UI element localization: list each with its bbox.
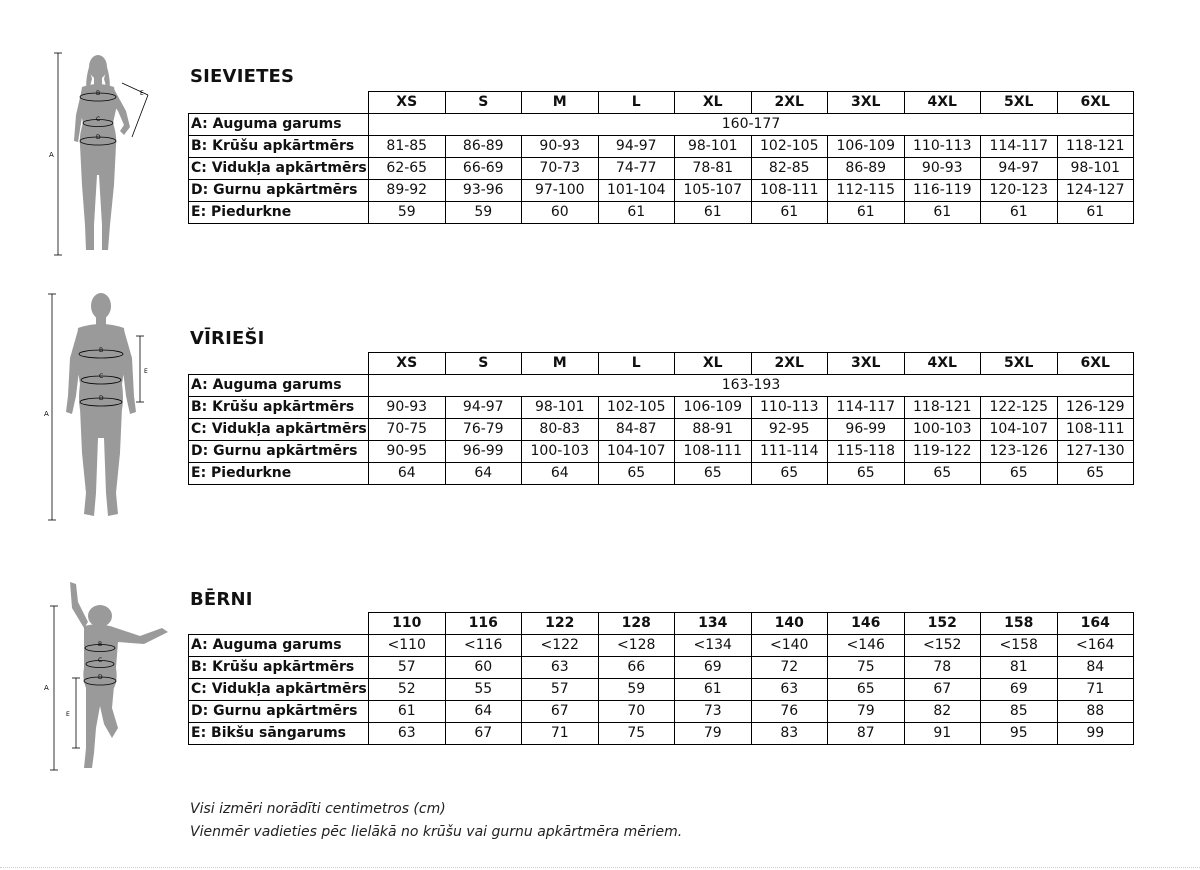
man-figure-label-d: D [99,395,104,402]
table-cell: 90-93 [522,136,599,158]
table-cell: 90-95 [369,441,446,463]
table-cell: 102-105 [751,136,828,158]
size-header-cell: M [522,353,599,375]
table-cell: 59 [598,679,675,701]
table-cell: 74-77 [598,158,675,180]
table-cell: 55 [445,679,522,701]
table-cell: 80-83 [522,419,599,441]
size-header-cell: 116 [445,613,522,635]
size-header-cell: 5XL [981,353,1058,375]
table-cell: 64 [445,463,522,485]
table-cell: 98-101 [675,136,752,158]
table-row [189,635,1134,657]
table-row [189,723,1134,745]
men-size-header-row [189,353,1134,375]
table-cell: 94-97 [981,158,1058,180]
size-header-cell: 2XL [751,353,828,375]
table-cell: 76 [751,701,828,723]
table-cell: 52 [369,679,446,701]
men-size-table [188,352,1134,485]
row-label: B: Krūšu apkārtmērs [189,397,369,419]
table-cell: 82-85 [751,158,828,180]
kids-size-header-row [189,613,1134,635]
table-cell: 120-123 [981,180,1058,202]
size-header-cell: 146 [828,613,905,635]
woman-figure-label-b: B [96,90,101,97]
table-row [189,679,1134,701]
table-cell: 93-96 [445,180,522,202]
size-header-cell: 110 [369,613,446,635]
table-cell: 98-101 [522,397,599,419]
table-cell: 98-101 [1057,158,1134,180]
table-cell: 86-89 [445,136,522,158]
header-empty-cell [189,613,369,635]
women-size-table [188,91,1134,224]
table-cell: 111-114 [751,441,828,463]
table-cell: 59 [369,202,446,224]
row-label: A: Auguma garums [189,635,369,657]
size-header-cell: 6XL [1057,92,1134,114]
table-cell: 110-113 [751,397,828,419]
row-label: E: Piedurkne [189,463,369,485]
table-cell: 71 [1057,679,1134,701]
woman-silhouette-figure [40,45,170,260]
header-empty-cell [189,92,369,114]
size-header-cell: L [598,353,675,375]
size-header-cell: 128 [598,613,675,635]
table-cell: 91 [904,723,981,745]
table-cell: 61 [675,202,752,224]
table-cell: 61 [751,202,828,224]
table-cell: 79 [828,701,905,723]
footnotes [190,798,682,844]
table-cell: 94-97 [445,397,522,419]
table-row [189,375,1134,397]
child-silhouette-figure [40,578,180,778]
table-cell: 73 [675,701,752,723]
table-cell: <164 [1057,635,1134,657]
child-figure-label-d: D [98,674,103,681]
table-cell: 61 [828,202,905,224]
table-cell: 57 [369,657,446,679]
table-row [189,657,1134,679]
size-header-cell: 3XL [828,92,905,114]
size-header-cell: XS [369,92,446,114]
table-cell: 75 [598,723,675,745]
table-cell: 124-127 [1057,180,1134,202]
size-header-cell: S [445,353,522,375]
table-cell: 61 [981,202,1058,224]
size-header-cell: 158 [981,613,1058,635]
table-cell: 90-93 [369,397,446,419]
table-cell: 106-109 [828,136,905,158]
size-header-cell: 122 [522,613,599,635]
row-label: C: Vidukļa apkārtmērs [189,419,369,441]
table-cell: 66 [598,657,675,679]
table-row [189,202,1134,224]
size-header-cell: 134 [675,613,752,635]
table-cell: 87 [828,723,905,745]
table-cell: 78 [904,657,981,679]
table-cell: 84-87 [598,419,675,441]
table-cell: 65 [675,463,752,485]
size-header-cell: S [445,92,522,114]
table-cell: 118-121 [1057,136,1134,158]
child-figure-label-c: C [98,657,103,664]
table-cell: 69 [675,657,752,679]
table-cell: 64 [369,463,446,485]
table-cell: 63 [522,657,599,679]
table-cell: 60 [522,202,599,224]
kids-title: BĒRNI [190,589,253,610]
table-cell: 84 [1057,657,1134,679]
table-cell: 122-125 [981,397,1058,419]
table-cell: <116 [445,635,522,657]
table-cell: 104-107 [598,441,675,463]
table-cell: 67 [904,679,981,701]
table-cell: 116-119 [904,180,981,202]
header-empty-cell [189,353,369,375]
note-guidance: Vienmēr vadieties pēc lielākā no krūšu vai gurnu apkārtmēra mēriem. [190,824,683,840]
man-silhouette-figure [40,288,170,523]
row-label: D: Gurnu apkārtmērs [189,441,369,463]
child-figure-label-b: B [98,641,103,648]
table-cell: 92-95 [751,419,828,441]
child-silhouette-icon [40,578,180,778]
table-cell: 65 [904,463,981,485]
woman-figure-label-c: C [96,116,101,123]
row-label: B: Krūšu apkārtmērs [189,657,369,679]
table-cell: <140 [751,635,828,657]
height-range-cell: 160-177 [369,114,1134,136]
table-cell: 70-73 [522,158,599,180]
size-header-cell: L [598,92,675,114]
man-figure-label-e: E [144,368,148,375]
table-cell: 118-121 [904,397,981,419]
table-cell: 66-69 [445,158,522,180]
kids-size-table [188,612,1134,745]
table-cell: 102-105 [598,397,675,419]
table-cell: <158 [981,635,1058,657]
men-title: VĪRIEŠI [190,328,265,349]
table-cell: 114-117 [828,397,905,419]
size-header-cell: 4XL [904,353,981,375]
table-cell: 61 [598,202,675,224]
table-cell: 65 [828,463,905,485]
row-label: E: Piedurkne [189,202,369,224]
table-cell: 60 [445,657,522,679]
table-row [189,441,1134,463]
table-cell: <110 [369,635,446,657]
row-label: C: Vidukļa apkārtmērs [189,679,369,701]
child-figure-label-a: A [44,684,49,692]
table-cell: 85 [981,701,1058,723]
table-cell: 101-104 [598,180,675,202]
size-header-cell: XS [369,353,446,375]
table-cell: 110-113 [904,136,981,158]
table-cell: 64 [522,463,599,485]
table-cell: 65 [981,463,1058,485]
table-row [189,397,1134,419]
table-cell: 100-103 [904,419,981,441]
table-cell: 108-111 [675,441,752,463]
table-cell: 105-107 [675,180,752,202]
table-cell: 94-97 [598,136,675,158]
table-cell: 112-115 [828,180,905,202]
table-cell: 104-107 [981,419,1058,441]
table-cell: 99 [1057,723,1134,745]
table-row [189,180,1134,202]
table-row [189,463,1134,485]
table-cell: 72 [751,657,828,679]
table-cell: 86-89 [828,158,905,180]
height-range-cell: 163-193 [369,375,1134,397]
table-cell: 62-65 [369,158,446,180]
row-label: D: Gurnu apkārtmērs [189,180,369,202]
table-cell: 70 [598,701,675,723]
table-cell: 123-126 [981,441,1058,463]
table-cell: 88 [1057,701,1134,723]
table-cell: 83 [751,723,828,745]
size-header-cell: 3XL [828,353,905,375]
women-size-header-row [189,92,1134,114]
man-silhouette-icon [40,288,170,523]
table-row [189,158,1134,180]
size-header-cell: 4XL [904,92,981,114]
table-cell: <128 [598,635,675,657]
table-cell: 76-79 [445,419,522,441]
table-cell: 65 [598,463,675,485]
size-header-cell: 152 [904,613,981,635]
table-cell: 126-129 [1057,397,1134,419]
woman-figure-label-d: D [96,134,101,141]
table-cell: 63 [369,723,446,745]
table-row [189,701,1134,723]
row-label: A: Auguma garums [189,375,369,397]
row-label: A: Auguma garums [189,114,369,136]
row-label: E: Bikšu sāngarums [189,723,369,745]
woman-silhouette-icon [40,45,170,260]
size-header-cell: 6XL [1057,353,1134,375]
table-cell: 114-117 [981,136,1058,158]
table-cell: 119-122 [904,441,981,463]
table-cell: 82 [904,701,981,723]
table-cell: 71 [522,723,599,745]
bottom-divider [0,867,1200,868]
table-cell: 100-103 [522,441,599,463]
table-cell: 78-81 [675,158,752,180]
women-title: SIEVIETES [190,66,295,87]
table-cell: 96-99 [828,419,905,441]
table-cell: <134 [675,635,752,657]
size-header-cell: XL [675,353,752,375]
size-header-cell: 2XL [751,92,828,114]
table-cell: 97-100 [522,180,599,202]
table-cell: 79 [675,723,752,745]
table-row [189,114,1134,136]
table-cell: 64 [445,701,522,723]
table-cell: 63 [751,679,828,701]
size-header-cell: M [522,92,599,114]
table-cell: 69 [981,679,1058,701]
table-cell: 67 [445,723,522,745]
table-cell: 89-92 [369,180,446,202]
table-cell: 127-130 [1057,441,1134,463]
table-row [189,136,1134,158]
table-cell: 96-99 [445,441,522,463]
woman-figure-label-a: A [49,151,54,159]
size-header-cell: 164 [1057,613,1134,635]
table-cell: 115-118 [828,441,905,463]
table-cell: 75 [828,657,905,679]
table-cell: 65 [751,463,828,485]
table-cell: <152 [904,635,981,657]
table-cell: <146 [828,635,905,657]
row-label: C: Vidukļa apkārtmērs [189,158,369,180]
table-cell: 65 [1057,463,1134,485]
table-cell: 61 [904,202,981,224]
table-cell: 59 [445,202,522,224]
table-cell: 95 [981,723,1058,745]
row-label: D: Gurnu apkārtmērs [189,701,369,723]
man-figure-label-c: C [99,373,104,380]
table-cell: 65 [828,679,905,701]
woman-figure-label-e: E [140,90,144,97]
size-header-cell: 5XL [981,92,1058,114]
table-cell: 108-111 [751,180,828,202]
table-cell: <122 [522,635,599,657]
table-cell: 81 [981,657,1058,679]
man-figure-label-a: A [44,410,49,418]
table-cell: 108-111 [1057,419,1134,441]
table-cell: 106-109 [675,397,752,419]
table-cell: 81-85 [369,136,446,158]
table-cell: 88-91 [675,419,752,441]
table-cell: 57 [522,679,599,701]
table-cell: 67 [522,701,599,723]
table-cell: 61 [675,679,752,701]
table-cell: 70-75 [369,419,446,441]
size-header-cell: XL [675,92,752,114]
row-label: B: Krūšu apkārtmērs [189,136,369,158]
table-cell: 61 [369,701,446,723]
table-row [189,419,1134,441]
table-cell: 90-93 [904,158,981,180]
size-header-cell: 140 [751,613,828,635]
man-figure-label-b: B [99,347,104,354]
table-cell: 61 [1057,202,1134,224]
note-units: Visi izmēri norādīti centimetros (cm) [190,801,446,817]
child-figure-label-e: E [66,711,70,718]
